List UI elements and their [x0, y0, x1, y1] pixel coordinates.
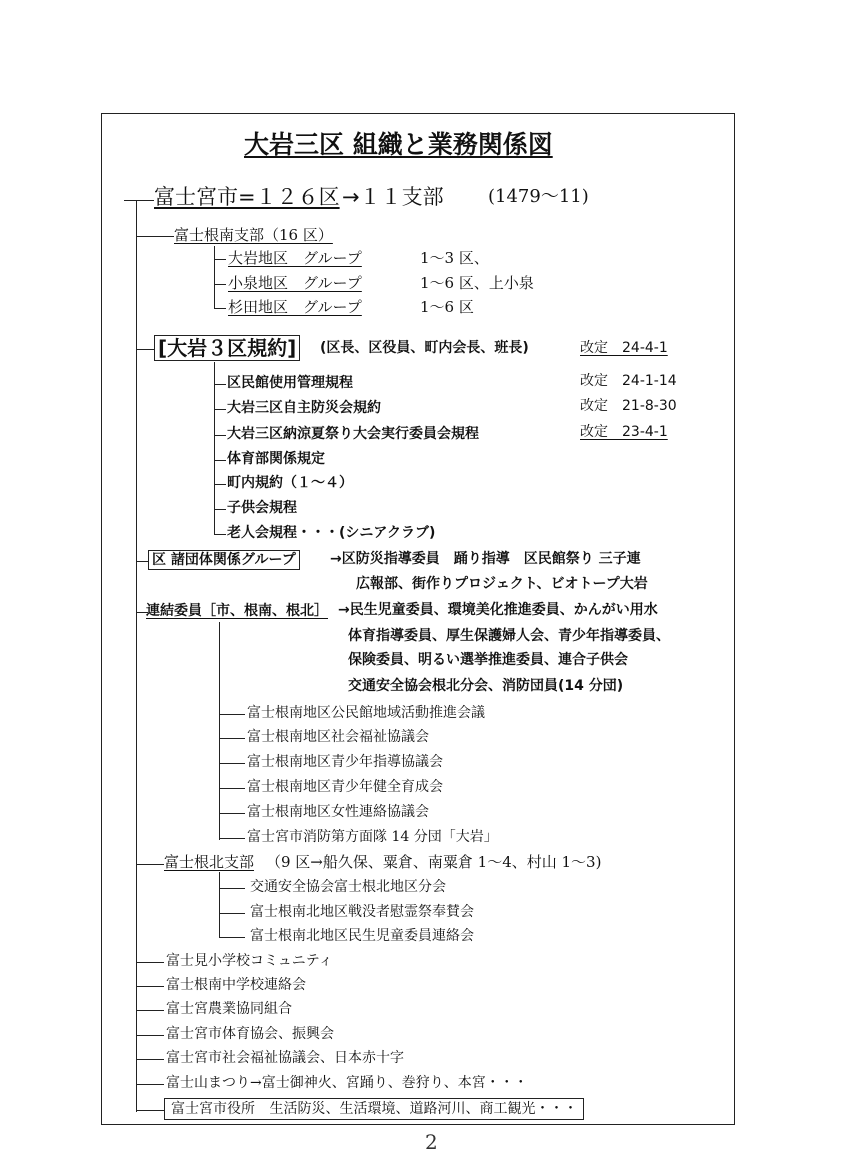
- connector: [219, 888, 245, 889]
- group-name: 杉田地区 グループ: [228, 298, 362, 316]
- council-item: 富士根南地区青少年健全育成会: [247, 779, 443, 795]
- connector: [136, 986, 164, 987]
- fujine-kita-detail: （9 区→船久保、粟倉、南粟倉 1～4、村山 1～3): [266, 853, 602, 871]
- renketsu-line2: 体育指導委員、厚生保護婦人会、青少年指導委員、: [348, 628, 670, 644]
- dantai-line2: 広報部、街作りプロジェクト、ビオトープ大岩: [356, 576, 648, 592]
- rule-item: 子供会規程: [227, 500, 297, 516]
- group-detail: 1～6 区: [420, 298, 474, 316]
- org-item: 富士宮農業協同組合: [166, 1001, 292, 1017]
- connector: [214, 460, 226, 461]
- renketsu-line4: 交通安全協会根北分会、消防団員(14 分団): [348, 678, 624, 694]
- group-detail: 1～6 区、上小泉: [420, 274, 534, 292]
- org-item: 富士宮市社会福祉協議会、日本赤十字: [166, 1050, 404, 1066]
- rule-item: 大岩三区納涼夏祭り大会実行委員会規程: [227, 426, 479, 442]
- root-arrow-text: →１１支部: [342, 185, 444, 209]
- root-label: 富士宮市=１２６区: [154, 185, 340, 209]
- connector: [124, 200, 154, 201]
- council-item: 富士根南地区青少年指導協議会: [247, 754, 443, 770]
- rule-item: 町内規約（１～４）: [227, 475, 353, 491]
- connector: [136, 1110, 164, 1111]
- connector: [214, 308, 226, 309]
- renketsu-label: 連結委員［市、根南、根北］: [146, 603, 328, 619]
- connector: [214, 384, 226, 385]
- connector: [219, 714, 245, 715]
- kita-item: 富士根南北地区戦没者慰霊祭奉賛会: [250, 904, 474, 920]
- main-trunk: [136, 200, 137, 1112]
- page-title: 大岩三区 組織と業務関係図: [244, 130, 553, 159]
- connector: [219, 763, 245, 764]
- diagram-frame: [101, 113, 735, 1125]
- connector: [136, 1059, 164, 1060]
- org-item: 富士山まつり→富士御神火、宮踊り、巻狩り、本宮・・・: [166, 1075, 528, 1091]
- branch-line: [219, 872, 220, 938]
- connector: [214, 284, 226, 285]
- connector: [136, 236, 174, 237]
- connector: [136, 1010, 164, 1011]
- connector: [219, 913, 245, 914]
- rule-item: 体育部関係規定: [227, 451, 325, 467]
- page-number: 2: [425, 1130, 438, 1154]
- root-note: (1479～11): [488, 186, 589, 207]
- dantai-line1: →区防災指導委員 踊り指導 区民館祭り 三子連: [330, 551, 641, 567]
- kiyaku-revision: 改定 24-4-1: [580, 340, 668, 356]
- connector: [214, 484, 226, 485]
- shiyakusho-box: [164, 1098, 584, 1120]
- kiyaku-label: [大岩３区規約]: [154, 335, 300, 361]
- branch-line: [219, 622, 220, 840]
- rule-revision: 改定 23-4-1: [580, 424, 668, 440]
- council-item: 富士根南地区社会福祉協議会: [247, 729, 429, 745]
- group-name: 小泉地区 グループ: [228, 274, 362, 292]
- connector: [136, 962, 164, 963]
- rule-item: 区民館使用管理規程: [227, 375, 353, 391]
- shiyakusho-detail: 生活防災、生活環境、道路河川、商工観光・・・: [269, 1101, 578, 1117]
- group-detail: 1～3 区、: [420, 249, 489, 267]
- connector: [219, 788, 245, 789]
- connector: [219, 838, 245, 839]
- renketsu-line3: 保険委員、明るい選挙推進委員、連合子供会: [348, 652, 628, 668]
- council-item: 富士根南地区女性連絡協議会: [247, 804, 429, 820]
- fujine-kita-label: 富士根北支部: [164, 853, 255, 871]
- connector: [214, 534, 226, 535]
- connector: [219, 813, 245, 814]
- org-item: 富士根南中学校連絡会: [166, 977, 306, 993]
- group-name: 大岩地区 グループ: [228, 249, 362, 267]
- connector: [219, 738, 245, 739]
- connector: [136, 1084, 164, 1085]
- kita-item: 交通安全協会富士根北地区分会: [250, 879, 446, 895]
- rule-item: 大岩三区自主防災会規約: [227, 400, 381, 416]
- connector: [214, 259, 226, 260]
- kiyaku-members: (区長、区役員、町内会長、班長): [320, 340, 529, 356]
- branch-line: [214, 246, 215, 308]
- rule-revision: 改定 24-1-14: [580, 373, 677, 389]
- dantai-label: 区 諸団体関係グループ: [148, 550, 300, 570]
- connector: [214, 409, 226, 410]
- connector: [219, 937, 245, 938]
- rule-item: 老人会規程・・・(シニアクラブ): [227, 525, 436, 541]
- connector: [136, 1035, 164, 1036]
- connector: [136, 349, 154, 350]
- rule-revision: 改定 21-8-30: [580, 398, 677, 414]
- org-item: 富士宮市体育協会、振興会: [166, 1026, 334, 1042]
- connector: [136, 864, 164, 865]
- kita-item: 富士根南北地区民生児童委員連絡会: [250, 928, 474, 944]
- connector: [214, 509, 226, 510]
- council-item: 富士根南地区公民館地域活動推進会議: [247, 705, 485, 721]
- connector: [214, 435, 226, 436]
- shiyakusho-label: 富士宮市役所: [171, 1101, 255, 1117]
- fujine-minami-label: 富士根南支部（16 区）: [174, 226, 333, 244]
- renketsu-line1: →民生児童委員、環境美化推進委員、かんがい用水: [338, 602, 658, 618]
- org-item: 富士見小学校コミュニティ: [166, 953, 333, 969]
- council-item: 富士宮市消防第方面隊 14 分団「大岩」: [247, 829, 498, 845]
- connector: [136, 561, 148, 562]
